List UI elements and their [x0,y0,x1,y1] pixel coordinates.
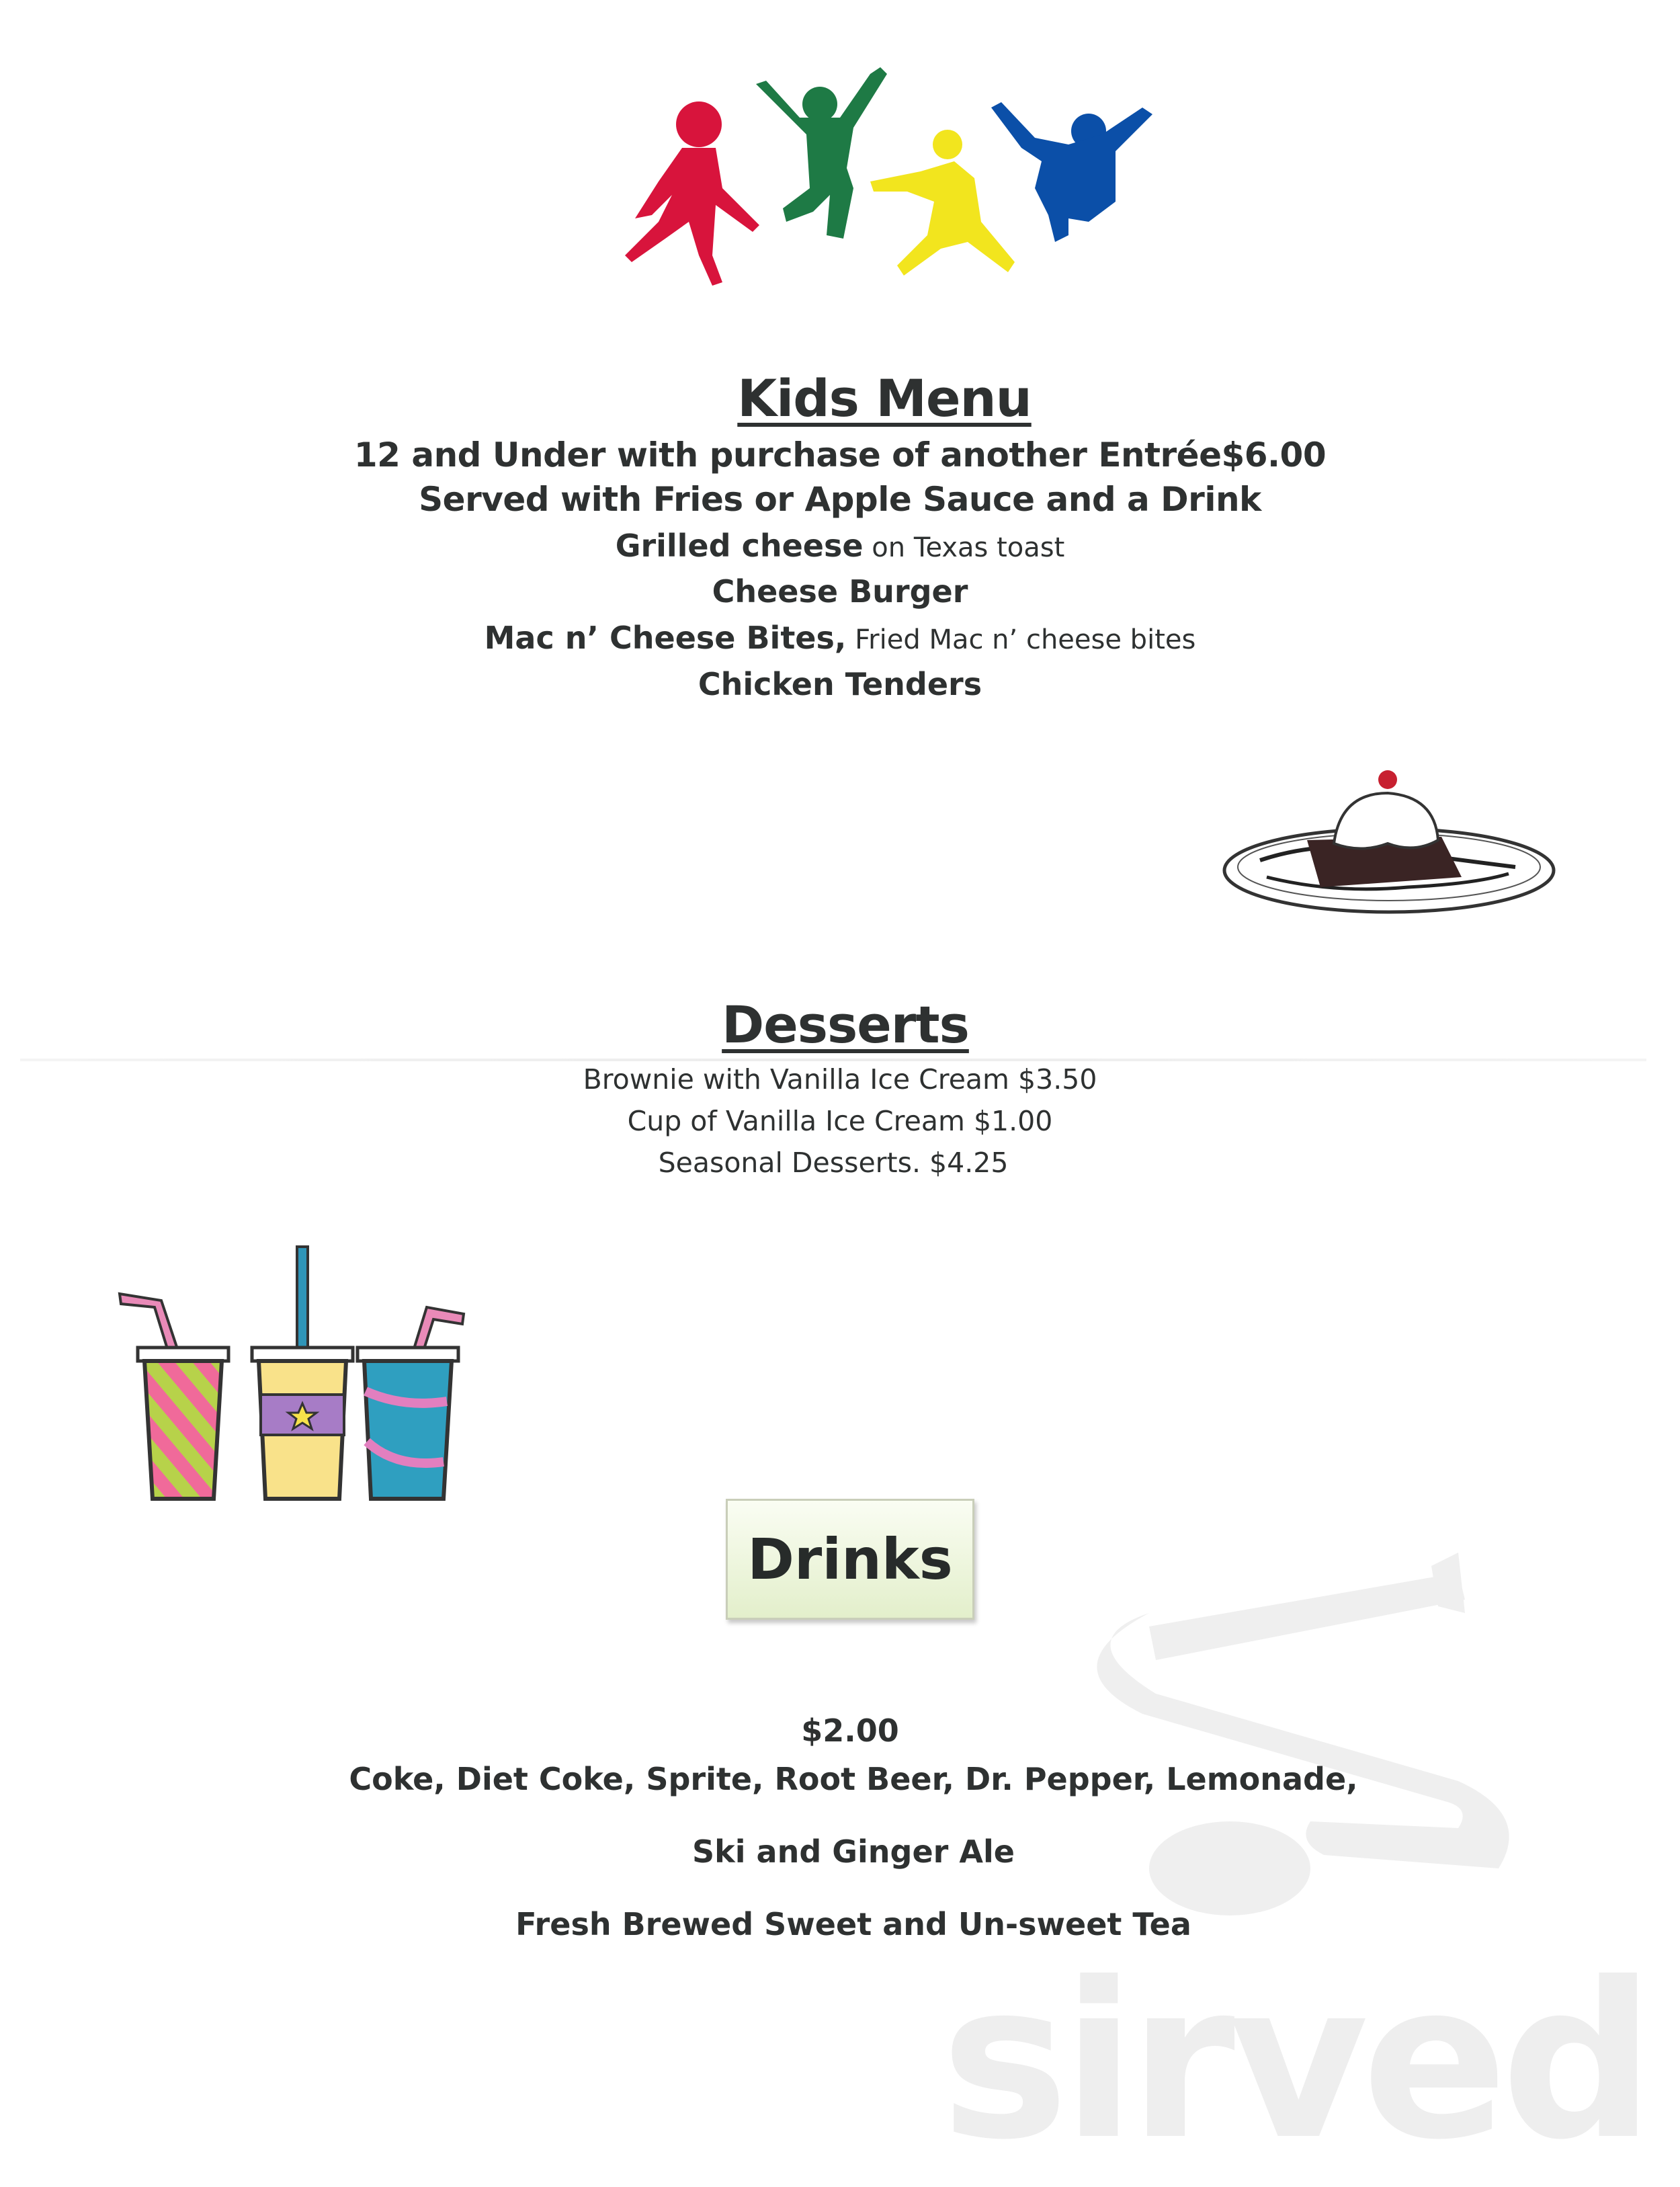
kids-menu-subtitle-age: 12 and Under with purchase of another Entrée$6.00 [353,436,1327,474]
dessert-item: Brownie with Vanilla Ice Cream $3.50 [583,1063,1097,1096]
jumping-kids-illustration [605,54,1163,296]
drinks-price: $2.00 [801,1713,899,1749]
blue-kid-silhouette [991,102,1152,242]
watermark-text: sirved [941,1937,1648,2187]
item-desc: Fried Mac n’ cheese bites [846,624,1196,655]
drinks-line: Ski and Ginger Ale [692,1833,1015,1870]
kids-menu-item [0,528,1680,564]
item-name: Cheese Burger [712,573,968,610]
divider [20,1059,1646,1061]
red-kid-silhouette [625,101,759,286]
dessert-item: Cup of Vanilla Ice Cream $1.00 [627,1105,1053,1137]
drinks-title [726,1499,974,1620]
item-desc: on Texas toast [863,532,1065,563]
kids-menu-subtitle-sides: Served with Fries or Apple Sauce and a Drink [419,480,1261,519]
kids-menu-item [0,573,1680,610]
desserts-title: Desserts [722,995,969,1055]
item-name: Mac n’ Cheese Bites, [484,620,847,656]
dessert-item: Seasonal Desserts. $4.25 [658,1147,1009,1179]
yellow-kid-silhouette [870,130,1015,276]
item-name: Chicken Tenders [698,666,982,702]
drinks-title-text: Drinks [747,1526,953,1592]
drinks-line: Fresh Brewed Sweet and Un-sweet Tea [515,1906,1191,1942]
kids-menu-item [0,666,1680,702]
kids-menu-item [0,620,1680,656]
kids-menu-title: Kids Menu [737,368,1032,428]
drinks-line: Coke, Diet Coke, Sprite, Root Beer, Dr. Pepper, Lemonade, [349,1761,1358,1797]
brownie-sundae-illustration [1220,759,1559,921]
drink-cups-illustration [108,1240,477,1509]
green-kid-silhouette [756,67,887,239]
item-name: Grilled cheese [615,528,864,564]
